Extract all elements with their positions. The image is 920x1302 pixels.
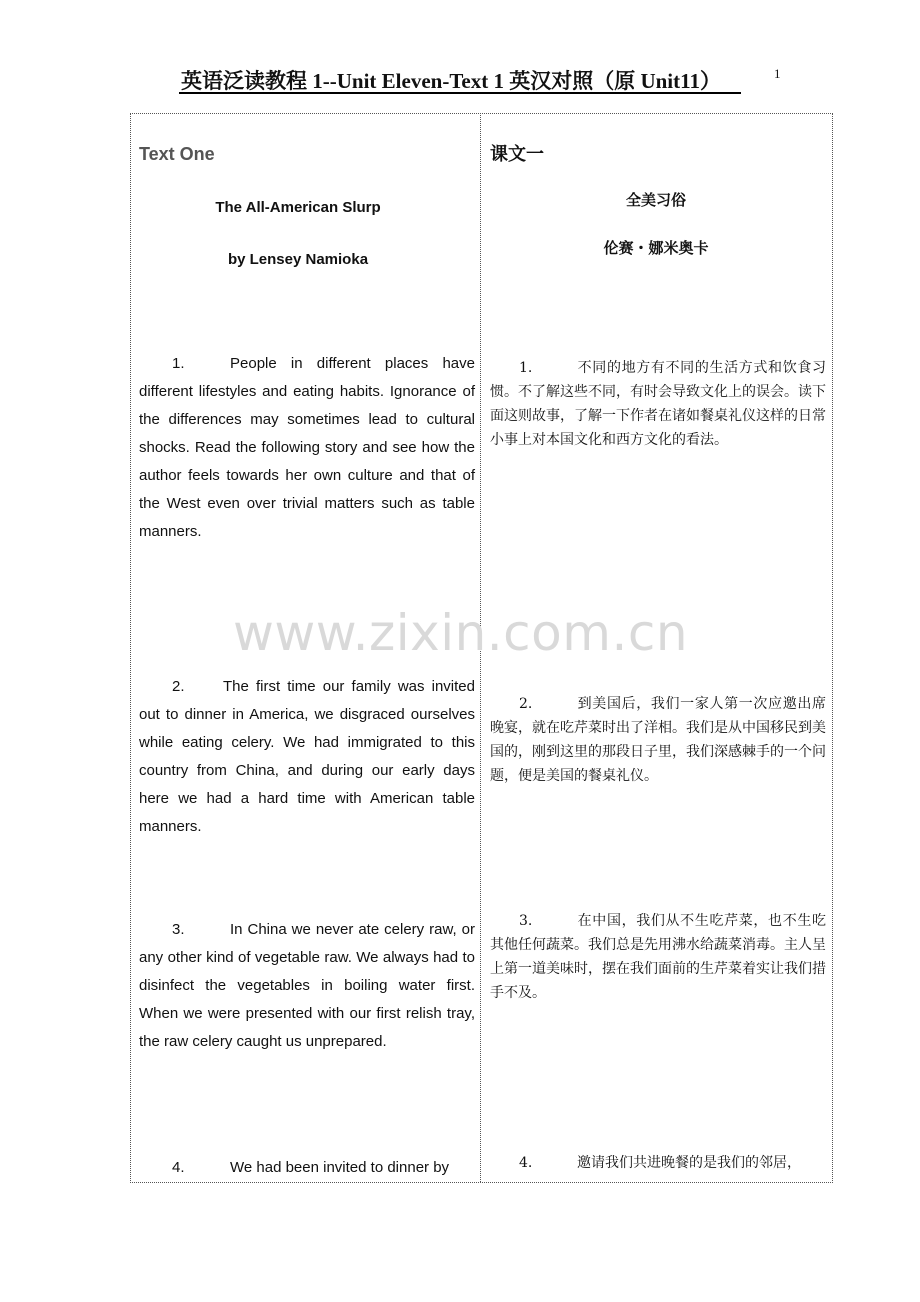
chinese-heading: 课文一 xyxy=(490,144,544,165)
paragraph-number: 4. xyxy=(172,1160,185,1176)
chinese-paragraph-2 xyxy=(490,692,826,788)
english-paragraph-2 xyxy=(139,673,475,841)
paragraph-number: 1. xyxy=(172,355,185,372)
english-author: by Lensey Namioka xyxy=(227,251,369,268)
site-watermark: www.zixin.com.cn xyxy=(233,604,689,662)
paragraph-text: 邀请我们共进晚餐的是我们的邻居， xyxy=(577,1155,801,1171)
english-paragraph-1 xyxy=(139,350,475,546)
paragraph-text: In China we never ate celery raw, or any other kind of vegetable raw. We always had to disinfect the vegetables in boiling water first. When we were presented with our first relish tray, the raw celery caught us unprepared. xyxy=(139,921,475,1050)
paragraph-text: 不同的地方有不同的生活方式和饮食习惯。不了解这些不同，有时会导致文化上的误会。读下面这则故事，了解一下作者在诸如餐桌礼仪这样的日常小事上对本国文化和西方文化的看法。 xyxy=(490,360,826,448)
paragraph-number: 3. xyxy=(519,913,533,929)
document-title: 英语泛读教程 1--Unit Eleven-Text 1 英汉对照（原 Unit11） xyxy=(181,69,721,93)
title-underline xyxy=(179,92,741,94)
paragraph-text: People in different places have different lifestyles and eating habits. Ignorance of the differences may sometimes lead to cultural shocks. Read the following story and see how the author feels towards her own culture and that of the West even over trivial matters such as table manners. xyxy=(139,355,475,540)
chinese-story-title: 全美习俗 xyxy=(625,191,686,209)
english-paragraph-4-clip xyxy=(139,1160,475,1180)
paragraph-number: 4. xyxy=(519,1155,533,1171)
paragraph-text: 在中国，我们从不生吃芹菜，也不生吃其他任何蔬菜。我们总是先用沸水给蔬菜消毒。主人呈上第一道美味时，摆在我们面前的生芹菜着实让我们措手不及。 xyxy=(490,913,826,1001)
paragraph-number: 1. xyxy=(519,360,533,376)
paragraph-text: The first time our family was invited out to dinner in America, we disgraced ourselves while eating celery. We had immigrated to this country from China, and during our early days here we had a hard time with American table manners. xyxy=(139,678,475,835)
paragraph-number: 2. xyxy=(172,678,185,695)
chinese-paragraph-4-clip xyxy=(490,1150,828,1176)
paragraph-number: 3. xyxy=(172,921,185,938)
chinese-paragraph-3 xyxy=(490,909,826,1005)
english-story-title: The All-American Slurp xyxy=(215,199,381,216)
english-paragraph-4 xyxy=(139,1160,475,1180)
english-heading: Text One xyxy=(139,144,215,164)
column-divider xyxy=(480,113,481,1182)
paragraph-text: We had been invited to dinner by xyxy=(230,1160,450,1176)
paragraph-text: 到美国后，我们一家人第一次应邀出席晚宴，就在吃芹菜时出了洋相。我们是从中国移民到美国的，刚到这里的那段日子里，我们深感棘手的一个问题，便是美国的餐桌礼仪。 xyxy=(490,696,826,784)
chinese-author: 伦赛・娜米奥卡 xyxy=(603,239,709,257)
page-number: 1 xyxy=(774,66,781,81)
english-paragraph-3 xyxy=(139,916,475,1056)
chinese-paragraph-1 xyxy=(490,356,826,452)
paragraph-number: 2. xyxy=(519,696,533,712)
chinese-paragraph-4 xyxy=(490,1151,826,1175)
